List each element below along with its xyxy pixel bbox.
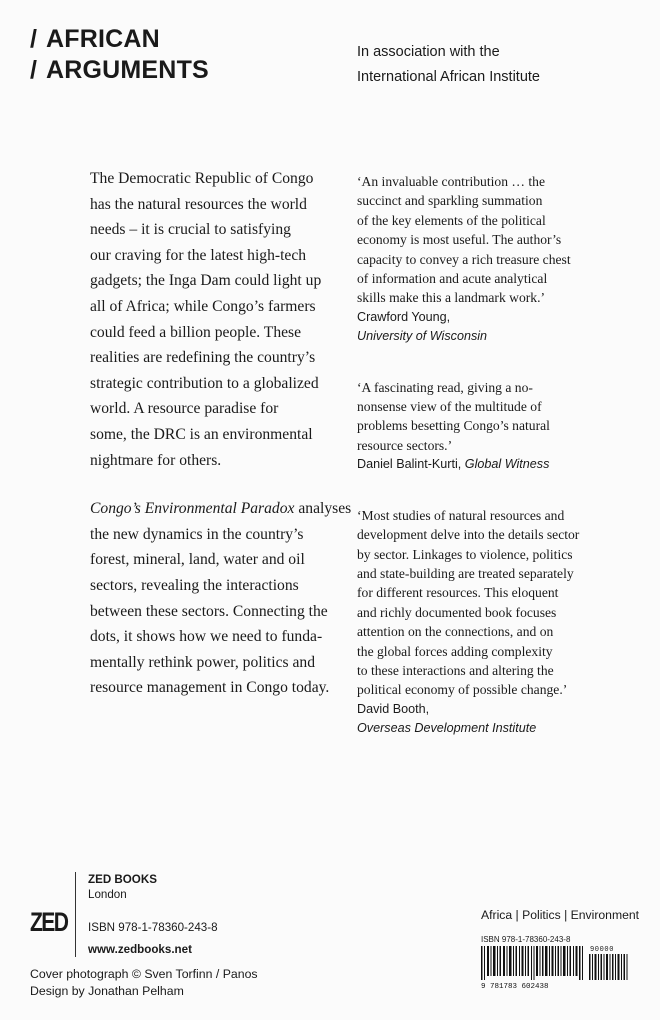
endorser-name: David Booth,	[357, 701, 430, 716]
blurb-line: all of Africa; while Congo’s farmers	[90, 297, 316, 315]
blurb-line: could feed a billion people. These	[90, 323, 302, 341]
endorsement-1	[357, 172, 627, 347]
quote-line: problems besetting Congo’s natural	[357, 418, 550, 434]
quote-line: economy is most useful. The author’s	[357, 232, 562, 248]
blurb-line: resource management in Congo today.	[90, 679, 330, 697]
quote-line: capacity to convey a rich treasure chest	[357, 251, 571, 267]
blurb-line: needs – it is crucial to satisfying	[90, 221, 291, 239]
association-note	[357, 40, 540, 90]
publisher-info	[75, 872, 278, 957]
blurb-line: strategic contribution to a globalized	[90, 374, 319, 392]
quote-line: ‘Most studies of natural resources and	[357, 507, 565, 523]
blurb-line: forest, mineral, land, water and oil	[90, 551, 305, 569]
quote-line: of information and acute analytical	[357, 271, 548, 287]
association-line-1: In association with the	[357, 44, 500, 60]
blurb-paragraph-1	[90, 166, 332, 473]
quote-line: development delve into the details sector	[357, 527, 580, 543]
barcode-bars	[481, 946, 628, 980]
blurb-line: has the natural resources the world	[90, 195, 307, 213]
blurb-line: The Democratic Republic of Congo	[90, 170, 314, 187]
series-logo-line-1: / AFRICAN	[30, 25, 160, 53]
barcode-addon-digits: 90000	[590, 946, 615, 954]
barcode-isbn: ISBN 978-1-78360-243-8	[481, 935, 571, 944]
blurb-line: dots, it shows how we need to funda-	[90, 628, 323, 646]
blurb-line: realities are redefining the country’s	[90, 349, 316, 367]
book-title: Congo’s Environmental Paradox	[90, 500, 295, 518]
quote-line: skills make this a landmark work.’	[357, 290, 546, 306]
slash-mark: /	[30, 56, 38, 84]
endorsements	[357, 172, 627, 739]
publisher-name: ZED BOOKS	[88, 873, 157, 886]
blurb-line: nightmare for others.	[90, 451, 222, 469]
quote-line: to these interactions and altering the	[357, 662, 554, 678]
quote-line: the global forces adding complexity	[357, 643, 553, 659]
quote-line: attention on the connections, and on	[357, 624, 554, 640]
endorser-name: Crawford Young,	[357, 309, 451, 324]
blurb-line: gadgets; the Inga Dam could light up	[90, 272, 322, 290]
quote-line: by sector. Linkages to violence, politics	[357, 546, 573, 562]
association-line-2: International African Institute	[357, 69, 540, 85]
quote-line: political economy of possible change.’	[357, 682, 568, 698]
blurb-line: some, the DRC is an environmental	[90, 425, 313, 443]
blurb-line: between these sectors. Connecting the	[90, 602, 328, 620]
quote-line: nonsense view of the multitude of	[357, 399, 542, 415]
publisher-isbn: ISBN 978-1-78360-243-8	[88, 921, 218, 935]
book-blurb	[90, 166, 352, 701]
quote-line: resource sectors.’	[357, 437, 453, 453]
quote-line: for different resources. This eloquent	[357, 585, 559, 601]
design-credit: Design by Jonathan Pelham	[30, 983, 184, 998]
endorsement-2	[357, 378, 627, 475]
blurb-line	[90, 496, 352, 522]
photo-credit: Cover photograph © Sven Torfinn / Panos	[30, 967, 258, 981]
zed-logo: ZED	[30, 907, 68, 937]
endorsement-3	[357, 506, 627, 739]
publisher-website: www.zedbooks.net	[88, 942, 192, 956]
publisher-city: London	[88, 888, 127, 902]
cover-credits	[30, 966, 258, 999]
series-logo-line-2: / ARGUMENTS	[30, 56, 209, 84]
endorser-affiliation: Overseas Development Institute	[357, 721, 537, 736]
subject-categories: Africa | Politics | Environment	[481, 908, 640, 922]
quote-line: and state-building are treated separately	[357, 565, 574, 581]
blurb-line-rest: analyses	[294, 500, 352, 518]
quote-line: and richly documented book focuses	[357, 604, 557, 620]
endorser-affiliation: University of Wisconsin	[357, 329, 488, 344]
endorser-attribution	[357, 455, 627, 474]
quote-line: ‘A fascinating read, giving a no-	[357, 379, 533, 395]
endorser-affiliation: Global Witness	[464, 457, 550, 472]
blurb-line: our craving for the latest high-tech	[90, 246, 307, 264]
blurb-line: world. A resource paradise for	[90, 400, 279, 418]
series-logo	[30, 24, 209, 86]
barcode	[481, 946, 631, 990]
barcode-digits: 9 781783 602438	[481, 983, 549, 990]
quote-line: ‘An invaluable contribution … the	[357, 174, 546, 189]
blurb-line: sectors, revealing the interactions	[90, 576, 299, 594]
blurb-line: the new dynamics in the country’s	[90, 525, 304, 543]
blurb-paragraph-2	[90, 496, 352, 701]
endorser-name: Daniel Balint-Kurti,	[357, 457, 465, 472]
quote-line: succinct and sparkling summation	[357, 193, 543, 209]
quote-line: of the key elements of the political	[357, 212, 546, 228]
blurb-line: mentally rethink power, politics and	[90, 653, 315, 671]
slash-mark: /	[30, 25, 38, 53]
